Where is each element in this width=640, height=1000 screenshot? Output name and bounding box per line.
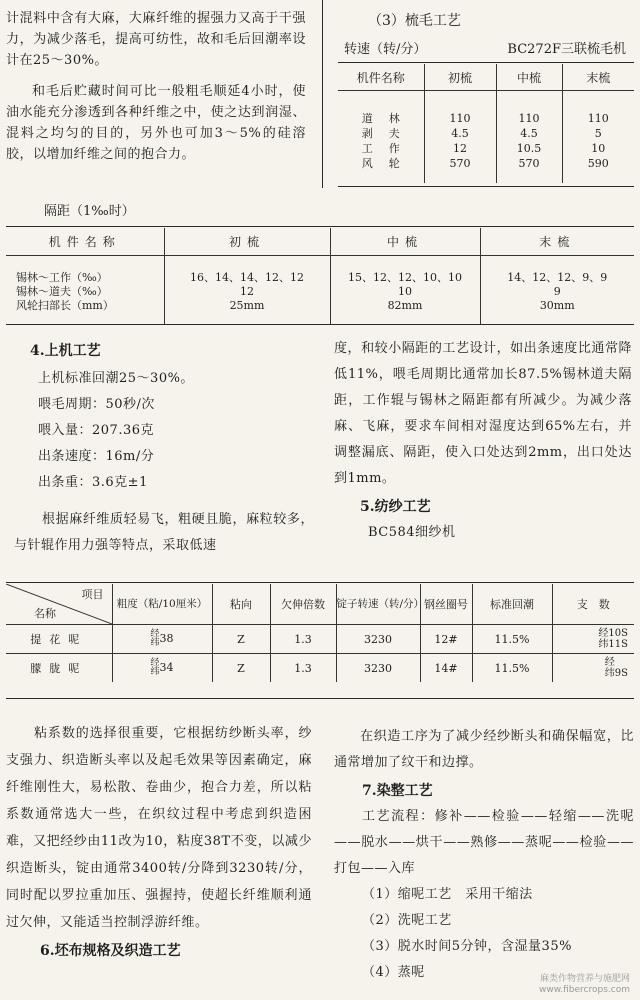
dyeing-flow: 工艺流程：修补——检验——轻缩——洗呢——脱水——烘干——熟修——蒸呢——检验——打包——入库	[334, 809, 634, 876]
row-ring: 14#	[420, 654, 472, 683]
gauge-row-label: 锡林～工作（‰）	[16, 271, 108, 284]
carding-middle-values	[496, 91, 562, 184]
watermark-title: 麻类作物营养与施肥网	[539, 974, 630, 984]
header-twist: 粘向	[212, 584, 270, 625]
cell-value: 110	[518, 112, 540, 125]
cell-value: 570	[449, 157, 471, 170]
watermark-url: www.fibercrops.com	[539, 985, 630, 995]
gauge-header-middle: 中梳	[330, 228, 480, 256]
row-count	[552, 654, 634, 683]
header-draft: 欠伸倍数	[270, 584, 336, 625]
corner-bottom-label: 名称	[34, 607, 56, 620]
dyeing-item: （3）脱水时间5分钟，含湿量35%	[362, 939, 572, 954]
carding-header-last: 末梳	[562, 64, 634, 91]
part-char: 剥	[361, 127, 373, 140]
cell-value: 4.5	[451, 127, 469, 140]
count-value: 经	[604, 657, 615, 668]
row-draft: 1.3	[270, 654, 336, 683]
dyeing-item: （1）缩呢工艺 采用干缩法	[362, 887, 533, 902]
bottom-right-text	[334, 724, 634, 986]
count-value: 纬9S	[604, 668, 628, 679]
cell-value: 110	[587, 112, 609, 125]
spinning-table-top-rule	[6, 582, 634, 583]
part-char: 轮	[388, 157, 400, 170]
part-char: 林	[388, 112, 400, 125]
carding-table-top-rule	[338, 62, 634, 63]
count-value: 纬11S	[598, 639, 628, 650]
row-thickness	[112, 654, 212, 683]
carding-first-values	[424, 91, 496, 184]
header-regain: 标准回潮	[472, 584, 552, 625]
carding-title: （3）梳毛工艺	[368, 13, 461, 29]
header-count: 支 数	[552, 584, 634, 625]
gauge-last-values	[480, 256, 634, 325]
spinning-table-bottom-rule	[6, 698, 634, 699]
gauge-row-label: 锡林～道夫（‰）	[16, 285, 108, 298]
row-speed: 3230	[336, 654, 420, 683]
count-value: 经10S	[598, 628, 628, 639]
row-twist: Z	[212, 654, 270, 683]
header-ring: 钢丝圈号	[420, 584, 472, 625]
cell-value: 10.5	[516, 142, 542, 155]
part-char: 道	[361, 112, 373, 125]
gauge-title: 隔距（1‰时）	[44, 204, 135, 219]
carding-section	[330, 10, 630, 57]
top-left-text	[6, 8, 306, 165]
row-ring: 12#	[420, 625, 472, 654]
bottom-left-text	[6, 720, 312, 960]
section-4	[30, 340, 310, 496]
section-4-line: 喂入量：207.36克	[38, 423, 154, 438]
cell-value: 12	[240, 285, 254, 298]
cell-value: 82mm	[387, 299, 423, 312]
spinning-machine: BC584细纱机	[368, 525, 456, 540]
section-4-line: 出条重：3.6克±1	[38, 475, 148, 490]
carding-header-part: 机件名称	[338, 64, 424, 91]
carding-speed-label: 转速（转/分）	[344, 42, 427, 57]
carding-subtitle	[330, 38, 630, 57]
fiber-label: 经 纬	[150, 658, 160, 677]
part-char: 风	[361, 157, 373, 170]
dyeing-item: （4）蒸呢	[362, 965, 425, 980]
part-char: 工	[361, 142, 373, 155]
cell-value: 110	[449, 112, 471, 125]
gauge-header-last: 末梳	[480, 228, 634, 256]
gauge-table	[6, 228, 634, 324]
cell-value: 10	[591, 142, 606, 155]
gauge-first-values	[164, 256, 330, 325]
right-middle-paragraph: 度，和较小隔距的工艺设计，如出条速度比通常降低11%，喂毛周期比通常加长87.5%锡林道夫隔距，工作辊与锡林之隔距都有所减少。为减少落麻、飞麻，要求车间相对湿度达到65%左右，并调整漏底、隔距，使入口处达到2mm，出口处达到1mm。	[334, 341, 632, 486]
section-4-title: 4.上机工艺	[30, 343, 101, 359]
watermark	[539, 974, 630, 996]
gauge-middle-values	[330, 256, 480, 325]
section-4-paragraph-box	[14, 507, 314, 559]
carding-table	[338, 64, 634, 183]
section-4-paragraph: 根据麻纤维质轻易飞，粗硬且脆，麻粒较多，与针辊作用力强等特点，采取低速	[14, 512, 314, 553]
row-count	[552, 625, 634, 654]
right-middle-text	[334, 336, 632, 543]
row-speed: 3230	[336, 625, 420, 654]
row-name: 提花呢	[6, 625, 112, 654]
section-7-title: 7.染整工艺	[362, 783, 433, 799]
column-divider-top	[322, 0, 323, 188]
cell-value: 10	[398, 285, 412, 298]
gauge-table-top-rule	[6, 226, 634, 227]
part-char: 作	[388, 142, 400, 155]
cell-value: 4.5	[520, 127, 538, 140]
cell-value: 570	[518, 157, 540, 170]
gauge-row-names	[6, 256, 164, 325]
header-spindle-speed: 锭子转速（转/分）	[336, 584, 420, 625]
part-char: 夫	[388, 127, 400, 140]
row-regain: 11.5%	[472, 625, 552, 654]
cell-value: 590	[587, 157, 609, 170]
section-4-line: 喂毛周期：50秒/次	[38, 397, 155, 412]
gauge-row-label: 风轮扫部长（mm）	[16, 299, 114, 312]
carding-header-middle: 中梳	[496, 64, 562, 91]
row-thickness	[112, 625, 212, 654]
carding-header-first: 初梳	[424, 64, 496, 91]
corner-top-label: 项目	[81, 588, 104, 601]
carding-part-names	[338, 91, 424, 184]
cell-value: 25mm	[229, 299, 265, 312]
cell-value: 12	[453, 142, 467, 155]
cell-value: 14、12、12、9、9	[507, 271, 608, 284]
cell-value: 16、14、14、12、12	[190, 271, 304, 284]
gauge-header-first: 初梳	[164, 228, 330, 256]
cell-value: 9	[553, 285, 561, 298]
carding-table-bottom-rule	[338, 186, 634, 187]
row-name: 朦胧呢	[6, 654, 112, 683]
cell-value: 5	[594, 127, 602, 140]
cell-value: 30mm	[539, 299, 575, 312]
fiber-label: 经 纬	[150, 629, 160, 648]
thickness-value: 38	[159, 632, 174, 645]
paragraph-storage: 和毛后贮藏时间可比一般粗毛顺延4小时，使油水能充分渗透到各种纤维之中，使之达到润湿、混料之均匀的目的，另外也可加3～5%的硅溶胶，以增加纤维之间的抱合力。	[6, 84, 306, 162]
dyeing-item: （2）洗呢工艺	[362, 913, 452, 928]
row-twist: Z	[212, 625, 270, 654]
paragraph-moisture: 计混料中含有大麻，大麻纤维的握强力又高于干强力，为减少落毛，提高可纺性，故和毛后回潮率设计在25～30%。	[6, 11, 306, 68]
gauge-header-part: 机件名称	[6, 228, 164, 256]
spinning-corner-cell	[6, 584, 112, 625]
cell-value: 15、12、12、10、10	[348, 271, 462, 284]
section-6-title: 6.坯布规格及织造工艺	[40, 943, 181, 959]
thickness-value: 34	[159, 661, 174, 674]
bottom-left-paragraph: 粘系数的选择很重要，它根据纺纱断头率，纱支强力、织造断头率以及起毛效果等因素确定，麻纤维刚性大，易松散、卷曲少，抱合力差，所以粘系数通常选大一些，在织纹过程中考虑到织造困难，又把经纱由11改为10，粘度38T不变，以减少织造断头，锭由通常3400转/分降到3230转/分，同时配以罗拉重加压、强握持，使超长纤维顺利通过欠伸，又能适当控制浮游纤维。	[6, 726, 312, 930]
section-5-title: 5.纺纱工艺	[360, 499, 431, 515]
spinning-table	[6, 584, 634, 682]
bottom-right-paragraph: 在织造工序为了减少经纱断头和确保幅宽，比通常增加了纹干和边撑。	[334, 729, 634, 770]
section-4-line: 出条速度：16m/分	[38, 449, 155, 464]
gauge-table-bottom-rule	[6, 324, 634, 325]
row-regain: 11.5%	[472, 654, 552, 683]
carding-last-values	[562, 91, 634, 184]
carding-machine: BC272F三联梳毛机	[507, 42, 626, 57]
section-4-line: 上机标准回潮25～30%。	[38, 371, 194, 386]
row-draft: 1.3	[270, 625, 336, 654]
header-thickness: 粗度（粘/10厘米）	[112, 584, 212, 625]
